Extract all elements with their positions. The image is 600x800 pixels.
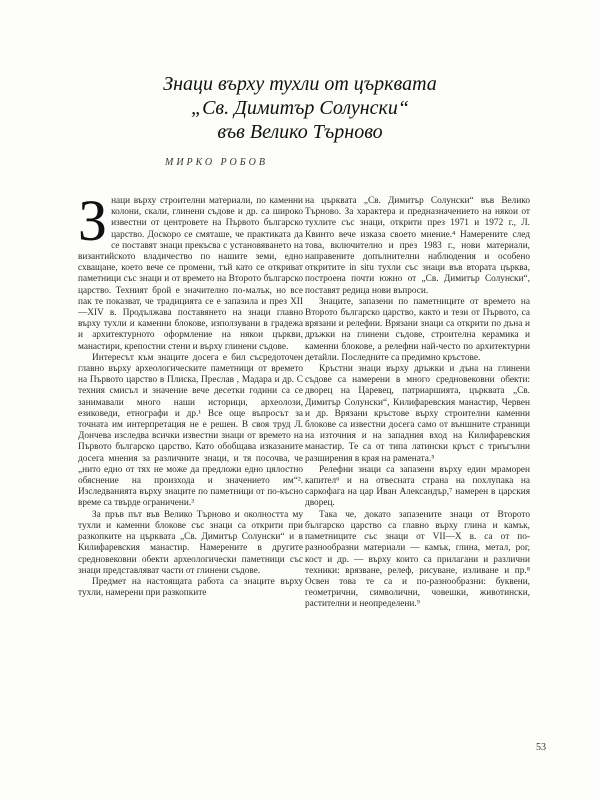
title-line: Знаци върху тухли от църквата: [163, 73, 437, 95]
page-number: 53: [536, 742, 546, 753]
author-name: МИРКО РОБОВ: [165, 157, 268, 168]
right-column: [305, 196, 530, 611]
title-line: „Св. Димитър Солунски“: [190, 97, 410, 119]
paragraph: Така че, докато запазените знаци от Второто българско царство са главно върху глина и камък, паметниците със знаци от VII—X в. са от по-разнообразни материали — камък, глина, метал, рог, кост и др. — върху които са прилагани и различни техники: врязване, релеф, рисуване, изливане и пр.⁸ Освен това те са и по-разнообразни: буквени, геометрични, символични, човешки, животински, растителни и неопределени.⁹: [305, 509, 530, 610]
paragraph: Предмет на настоящата работа са знаците върху тухли, намерени при разкопките: [78, 576, 303, 599]
paragraph: Кръстни знаци върху дръжки и дъна на глинени съдове са намерени в много средновековни обекти: дворец на Царевец, патриаршията, църквата „Св. Димитър Солунски“, Килифаревския манастир, Червен и др. Врязани кръстове върху строителни каменни блокове са известни досега само от външните страници на източния и на западния вход на Килифаревския манастир. Те са от типа латински кръст с триъгълни разширения в края на рамената.⁵: [305, 364, 530, 464]
article-title: [0, 72, 600, 144]
drop-cap: З: [78, 188, 108, 253]
paragraph: Интересът към знаците досега е бил съсредоточен главно върху археологическите паметници от времето на Първото царство в Плиска, Преслав , Мадара и др. С техния смисъл и значение вече десетки години са се занимавали много наши историци, археолози, езиковеди, етнографи и др.¹ Все още въпросът за точната им интерпретация не е решен. В своя труд Л. Дончева изследва всички известни знаци от времето на Първото българско царство. Като обобщава изказаните досега мнения за различните знаци, и тя посочва, че „нито едно от тях не може да предложи едно цялостно обяснение на произхода и значението им“². Изследванията върху знаците по паметници от по-късно време са твърде ограничени.³: [78, 352, 303, 509]
paragraph: За пръв път във Велико Търново и околността му тухли и каменни блокове със знаци са открити при разкопките на църквата „Св. Димитър Солунски“ и в Килифаревския манастир. Намерените в другите средновековни обекти археологически паметници със знаци представляват части от глинени съдове.: [78, 509, 303, 576]
title-line: във Велико Търново: [217, 121, 383, 143]
paragraph: [78, 188, 303, 353]
left-column: [78, 188, 303, 599]
paragraph-text: наци върху строителни материали, по каменни колони, скали, глинени съдове и др. са широко известни от центровете на Първото българско царство. Доскоро се смяташе, че практиката да се поставят знаци прекъсва с установяването на византийското владичество по нашите земи, едно схващане, което вече се промени, тъй като се откриват паметници със знаци и от времето на Второто българско царство. Техният брой е значително по-малък, но все пак те показват, че традицията се е запазила и през XII—XIV в. Продължава поставянето на знаци главно върху тухли и каменни блокове, използувани в градежа и архитектурното оформление на някои църкви, манастири, крепостни стени и върху глинени съдове.: [78, 196, 303, 352]
paragraph: на църквата „Св. Димитър Солунски“ във Велико Търново. За характера и предназначението на някои от тухлите със знаци, открити през 1971 и 1972 г., Л. Квинто вече изказа своето мнение.⁴ Намерените след това, включително и през 1983 г., нови материали, направените допълнителни наблюдения и особено откритите in situ тухли със знаци във втората църква, построена почти южно от „Св. Димитър Солунски“, поставят редица нови въпроси.: [305, 196, 530, 296]
paragraph: Знаците, запазени по паметниците от времето на Второто българско царство, както и тези от Първото, са врязани и релефни. Врязани знаци са открити по дъна и дръжки на глинени съдове, строителна керамика и каменни блокове, а релефни най-често по архитектурни детайли. Последните са предимно кръстове.: [305, 296, 530, 363]
paragraph: Релефни знаци са запазени върху един мраморен капител⁶ и на отвесната страна на похлупака на саркофага на цар Иван Александър,⁷ намерен в царския дворец.: [305, 464, 530, 509]
